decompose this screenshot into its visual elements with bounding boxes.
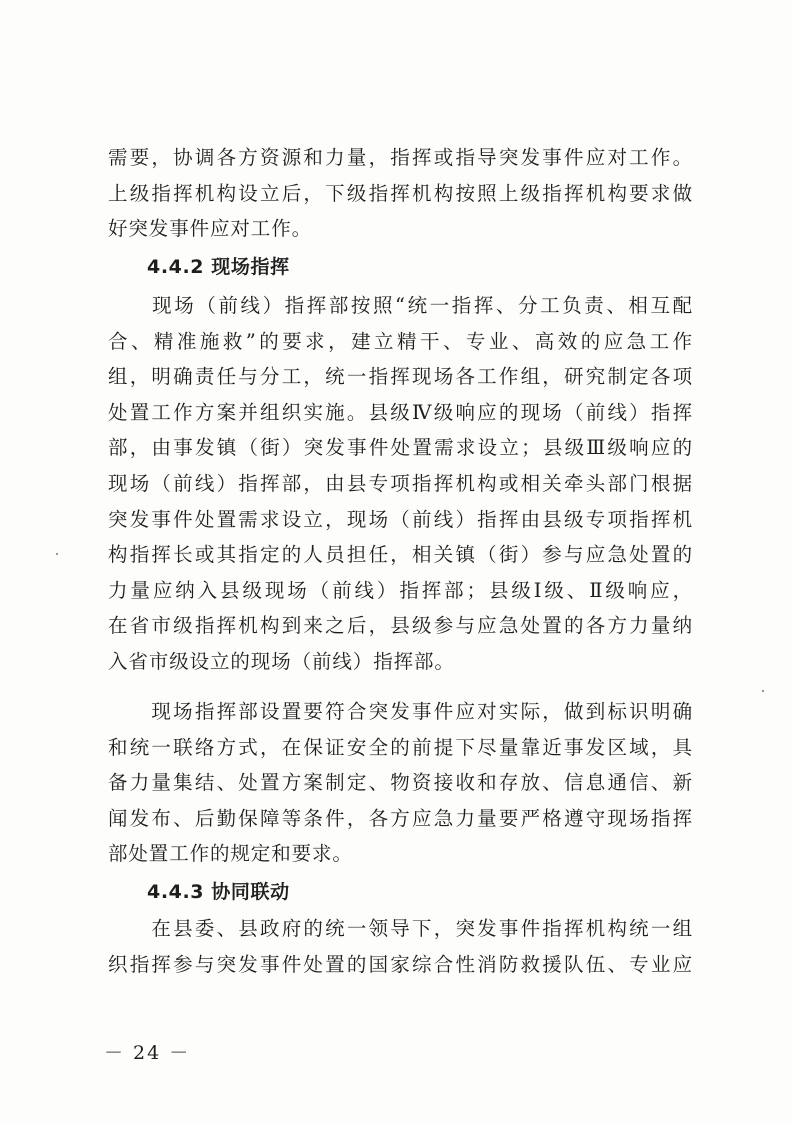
text-line: 部，由事发镇（街）突发事件处置需求设立；县级Ⅲ级响应的: [108, 436, 693, 460]
text-line: 入省市级设立的现场（前线）指挥部。: [108, 649, 455, 673]
text-line: 织指挥参与突发事件处置的国家综合性消防救援队伍、专业应: [108, 952, 693, 976]
text-line: 在县委、县政府的统一领导下，突发事件指挥机构统一组: [108, 917, 693, 940]
text-line: 组，明确责任与分工，统一指挥现场各工作组，研究制定各项: [108, 365, 693, 389]
text-line: 力量应纳入县级现场（前线）指挥部；县级Ⅰ级、Ⅱ级响应，: [108, 578, 693, 602]
scan-speck: [762, 690, 764, 692]
text-line: 部处置工作的规定和要求。: [108, 842, 353, 866]
text-line: 处置工作方案并组织实施。县级Ⅳ级响应的现场（前线）指挥: [108, 400, 693, 424]
text-line: 现场（前线）指挥部按照“统一指挥、分工负责、相互配: [108, 294, 693, 317]
page-number: － 24 －: [104, 1042, 191, 1064]
text-line: 在省市级指挥机构到来之后，县级参与应急处置的各方力量纳: [108, 614, 693, 638]
text-line: 和统一联络方式，在保证安全的前提下尽量靠近事发区域，具: [108, 735, 693, 759]
paragraph-coordination: [108, 911, 693, 982]
text-line: 好突发事件应对工作。: [108, 217, 313, 241]
text-line: 上级指挥机构设立后，下级指挥机构按照上级指挥机构要求做: [108, 181, 693, 205]
section-heading-4-4-3: 4.4.3 协同联动: [147, 881, 290, 903]
paragraph-command-setup: [108, 694, 693, 872]
text-line: 现场（前线）指挥部，由县专项指挥机构或相关牵头部门根据: [108, 471, 693, 495]
paragraph-site-command: [108, 288, 693, 680]
scan-speck: [56, 553, 58, 555]
text-line: 合、精准施救”的要求，建立精干、专业、高效的应急工作: [108, 329, 693, 353]
paragraph-intro: [108, 140, 693, 247]
text-line: 闻发布、后勤保障等条件，各方应急力量要严格遵守现场指挥: [108, 806, 693, 830]
text-line: 构指挥长或其指定的人员担任，相关镇（街）参与应急处置的: [108, 543, 693, 567]
text-line: 备力量集结、处置方案制定、物资接收和存放、信息通信、新: [108, 771, 693, 795]
section-heading-4-4-2: 4.4.2 现场指挥: [147, 256, 290, 278]
text-line: 需要，协调各方资源和力量，指挥或指导突发事件应对工作。: [108, 146, 693, 169]
text-line: 突发事件处置需求设立，现场（前线）指挥由县级专项指挥机: [108, 507, 693, 531]
text-line: 现场指挥部设置要符合突发事件应对实际，做到标识明确: [108, 700, 693, 723]
